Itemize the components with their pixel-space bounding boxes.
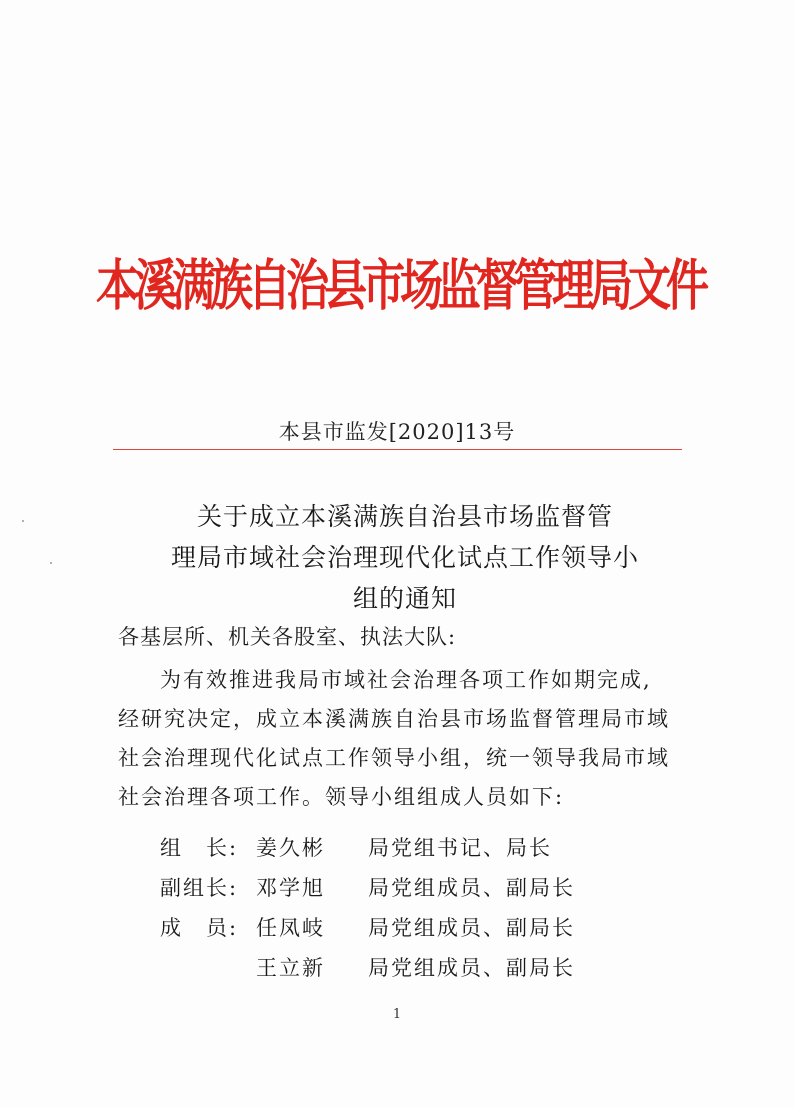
document-title-line: 理局市域社会治理现代化试点工作领导小: [170, 543, 639, 572]
member-role: 副组长:: [160, 876, 239, 900]
member-row: [160, 868, 660, 908]
document-title-line: 组的通知: [352, 584, 457, 613]
body-paragraph: [118, 661, 698, 817]
member-position: 局党组成员、副局长: [368, 916, 575, 940]
member-name: 姜久彬: [256, 836, 325, 860]
member-role: 组 长:: [160, 836, 239, 860]
document-title: [120, 496, 690, 619]
member-row: [160, 948, 660, 988]
body-line: 社会治理各项工作。领导小组组成人员如下:: [118, 785, 565, 809]
red-divider-line: [113, 449, 682, 450]
body-line: 社会治理现代化试点工作领导小组，统一领导我局市域: [118, 746, 670, 770]
member-row: [160, 828, 660, 868]
member-position: 局党组书记、局长: [368, 836, 552, 860]
document-number: 本县市监发[2020]13号: [278, 420, 516, 444]
salutation: 各基层所、机关各股室、执法大队:: [118, 625, 457, 649]
page-number: 1: [392, 1007, 402, 1022]
member-position: 局党组成员、副局长: [368, 876, 575, 900]
document-title-line: 关于成立本溪满族自治县市场监督管: [196, 502, 613, 531]
member-name: 王立新: [256, 956, 325, 980]
member-row: [160, 908, 660, 948]
member-role: 成 员:: [160, 916, 239, 940]
document-header-title: 本溪满族自治县市场监督管理局文件: [96, 254, 704, 319]
body-line: 经研究决定，成立本溪满族自治县市场监督管理局市域: [118, 707, 670, 731]
member-name: 邓学旭: [256, 876, 325, 900]
member-list: [160, 828, 660, 988]
scan-speck: [50, 562, 52, 564]
body-line: 为有效推进我局市域社会治理各项工作如期完成,: [160, 668, 652, 692]
scan-speck: [22, 520, 24, 522]
member-name: 任凤岐: [256, 916, 325, 940]
member-position: 局党组成员、副局长: [368, 956, 575, 980]
